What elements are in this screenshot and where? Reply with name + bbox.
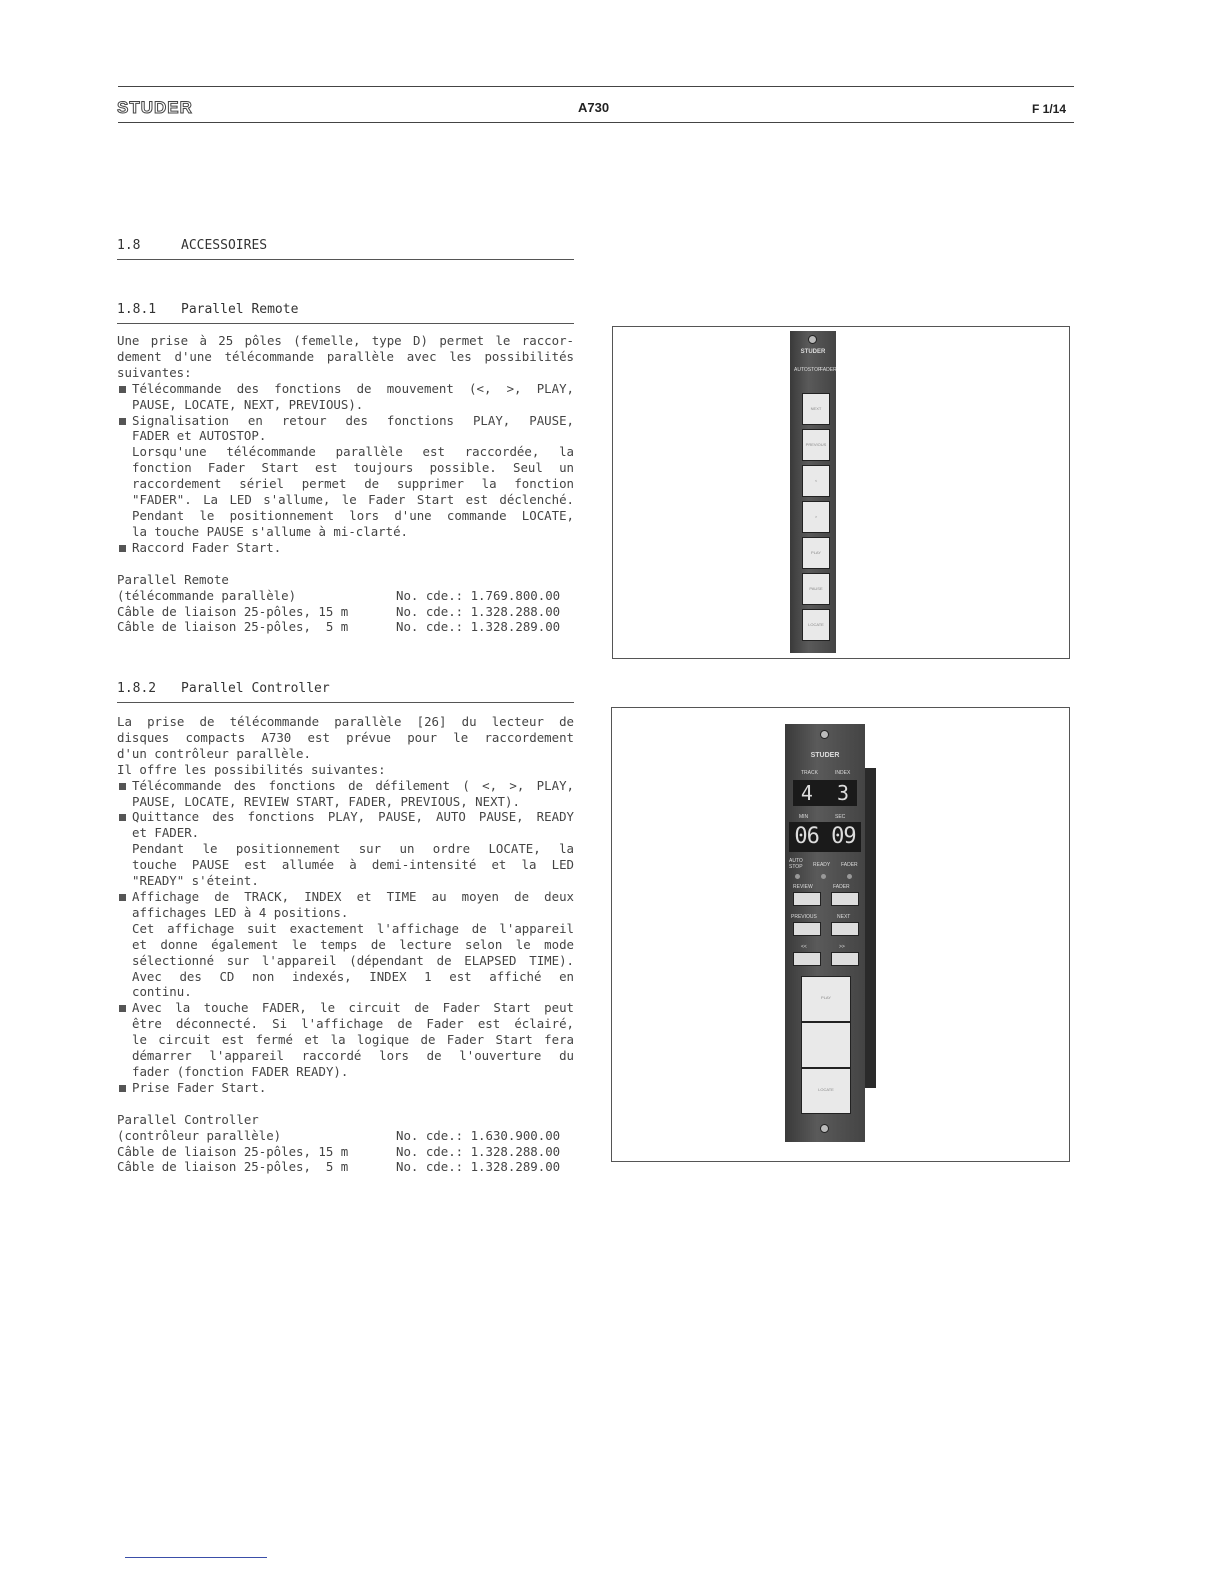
text-line: La prise de télécommande parallèle [26] du lecteur de [117,714,574,729]
order-item: Câble de liaison 25-pôles, 15 m [117,603,349,619]
order-number: No. cde.: 1.328.289.00 [396,619,561,635]
text-line: sélectionné sur l'appareil (dépendant de ELAPSED TIME). [132,952,574,968]
order-row [117,1159,574,1175]
track-index-display [793,780,857,806]
order-title: Parallel Remote [117,571,229,587]
track-label: TRACK [801,770,818,776]
text-line: Pendant le positionnement lors d'une commande LOCATE, [132,507,574,523]
track-value: 4 [800,781,813,805]
text-line: PAUSE, LOCATE, REVIEW START, FADER, PREVIOUS, NEXT). [132,793,520,809]
key-label: < [814,478,818,483]
forward-key [831,952,859,966]
order-item: (contrôleur parallèle) [117,1127,282,1143]
text-line: Pendant le positionnement sur un ordre LOCATE, la [132,841,574,857]
text-line: dement d'une télécommande parallèle avec les possibilités [117,348,574,364]
parallel-remote-photo [612,326,1070,659]
key-label: >> [839,944,845,950]
led-indicator [821,874,826,879]
text-line: démarrer l'appareil raccordé lors de l'ouverture du [132,1048,574,1064]
key-label: > [814,514,818,519]
section-heading-parallel-remote [117,302,574,324]
key-label: FADER [833,884,850,890]
order-row [117,588,574,604]
text-line: la touche PAUSE s'allume à mi-clarté. [132,523,409,539]
key-label: REVIEW [793,884,813,890]
section-number: 1.8.2 [117,681,157,696]
order-number: No. cde.: 1.630.900.00 [396,1127,561,1143]
index-label: INDEX [835,770,851,776]
header-top-rule [118,86,1074,87]
text-line: et donne également le temps de lecture selon le mode [132,936,574,952]
key-label: NEXT [810,406,822,411]
led-indicator [795,874,800,879]
order-row [117,1144,574,1160]
controller-key-pause [801,1022,851,1068]
controller-key-play [801,976,851,1022]
text-line: PAUSE, LOCATE, NEXT, PREVIOUS). [132,396,364,412]
controller-panel [785,724,865,1142]
text-line: affichages LED à 4 positions. [132,904,349,920]
review-key [793,892,821,906]
bullet-item [117,889,574,1000]
text-line: fonction Fader Start est toujours possible. Seul un [132,460,574,476]
screw-icon [820,730,829,739]
order-title: Parallel Controller [117,1111,259,1127]
remote-key-locate [802,609,830,641]
text-line: Télécommande des fonctions de défilement ( <, >, PLAY, [132,777,574,793]
order-number: No. cde.: 1.328.288.00 [396,603,561,619]
bullet-item [117,413,574,540]
fader-key [831,892,859,906]
min-label: MIN [799,814,809,820]
order-row [117,604,574,620]
index-value: 3 [837,781,850,805]
text-line: continu. [132,984,192,1000]
text-line: Affichage de TRACK, INDEX et TIME au moyen de deux [132,888,574,904]
remote-key-back [802,465,830,497]
section-number: 1.8.1 [117,302,157,317]
bullet-item [117,809,574,889]
parallel-controller-text [117,714,574,1175]
text-line: disques compacts A730 est prévue pour le raccordement [117,729,574,745]
brand-logo: STUDER [117,98,193,117]
text-line: Lorsqu'une télécommande parallèle est raccordée, la [132,444,574,460]
order-row [117,619,574,635]
order-item: Câble de liaison 25-pôles, 5 m [117,1159,349,1175]
time-display: 06 09 [789,822,861,852]
screw-icon [820,1124,829,1133]
text-line: "FADER". La LED s'allume, le Fader Start est déclenché. [132,492,574,508]
text-line: touche PAUSE est allumée à demi-intensité et la LED [132,857,574,873]
order-item: Câble de liaison 25-pôles, 5 m [117,619,349,635]
order-number: No. cde.: 1.328.289.00 [396,1159,561,1175]
text-line: Signalisation en retour des fonctions PLAY, PAUSE, [132,412,574,428]
key-label: LOCATE [818,1086,834,1092]
order-number: No. cde.: 1.328.288.00 [396,1143,561,1159]
screw-icon [808,335,817,344]
text-line: "READY" s'éteint. [132,873,259,889]
section-number: 1.8 [117,238,141,253]
text-line: Quittance des fonctions PLAY, PAUSE, AUTO PAUSE, READY [132,809,574,825]
parallel-controller-photo [611,707,1070,1162]
panel-brand: STUDER [810,752,840,759]
key-label: NEXT [837,914,851,920]
key-label: PLAY [821,994,831,1000]
text-line: Télécommande des fonctions de mouvement (<, >, PLAY, [132,380,574,396]
rewind-key [793,952,821,966]
order-row [117,1128,574,1144]
text-line: Il offre les possibilités suivantes: [117,761,386,777]
next-key [831,922,859,936]
text-line: d'un contrôleur parallèle. [117,745,311,761]
remote-panel [790,331,836,653]
remote-key-pause [802,573,830,605]
previous-key [793,922,821,936]
bullet-item [117,540,574,556]
status-label: READY [813,862,831,868]
order-item: Câble de liaison 25-pôles, 15 m [117,1143,349,1159]
remote-key-next [802,393,830,425]
key-label: PLAY [811,550,821,555]
sec-label: SEC [835,814,846,820]
bullet-item [117,1000,574,1080]
key-label: PREVIOUS [791,914,817,920]
bullet-item [117,1080,574,1096]
text-line: Cet affichage suit exactement l'affichage de l'appareil [132,920,574,936]
text-line: Une prise à 25 pôles (femelle, type D) permet le raccor- [117,333,574,348]
key-label: << [801,944,807,950]
section-heading-parallel-controller [117,681,574,703]
text-line: le circuit est fermé et la logique de Fader Start fera [132,1032,574,1048]
text-line: et FADER. [132,825,200,841]
text-line: Avec la touche FADER, le circuit de Fader Start peut [132,1000,574,1016]
section-title: ACCESSOIRES [181,238,268,253]
bullet-item [117,778,574,810]
text-line: Avec des CD non indexés, INDEX 1 est affiché en [132,968,574,984]
order-item: (télécommande parallèle) [117,587,297,603]
section-title: Parallel Remote [181,302,299,317]
remote-key-previous [802,429,830,461]
controller-side-bracket [864,768,876,1088]
key-label: LOCATE [808,622,824,627]
model-title: A730 [578,100,610,115]
text-line: être déconnecté. Si l'affichage de Fader est éclairé, [132,1016,574,1032]
led-indicator [847,874,852,879]
status-label: AUTO STOP [789,858,803,870]
remote-key-play [802,537,830,569]
bullet-item [117,381,574,413]
controller-key-locate [801,1068,851,1114]
status-label: FADER [841,862,858,868]
order-number: No. cde.: 1.769.800.00 [396,587,561,603]
text-line: FADER et AUTOSTOP. [132,428,267,444]
parallel-remote-text [117,333,574,635]
text-line: Raccord Fader Start. [132,539,282,555]
footer-rule [125,1557,267,1558]
panel-label: FADER [820,367,837,373]
remote-key-forward [802,501,830,533]
page-number: F 1/14 [1032,102,1067,116]
section-title: Parallel Controller [181,681,330,696]
key-label: PREVIOUS [805,442,827,447]
panel-label: AUTOSTOP [794,367,822,373]
section-heading-accessoires [117,238,574,260]
text-line: Prise Fader Start. [132,1079,267,1095]
panel-brand: STUDER [800,349,826,355]
text-line: fader (fonction FADER READY). [132,1063,349,1079]
key-label: PAUSE [809,586,823,591]
text-line: raccordement sériel permet de supprimer la fonction [132,476,574,492]
text-line: suivantes: [117,364,192,380]
header-bottom-rule [118,122,1074,123]
